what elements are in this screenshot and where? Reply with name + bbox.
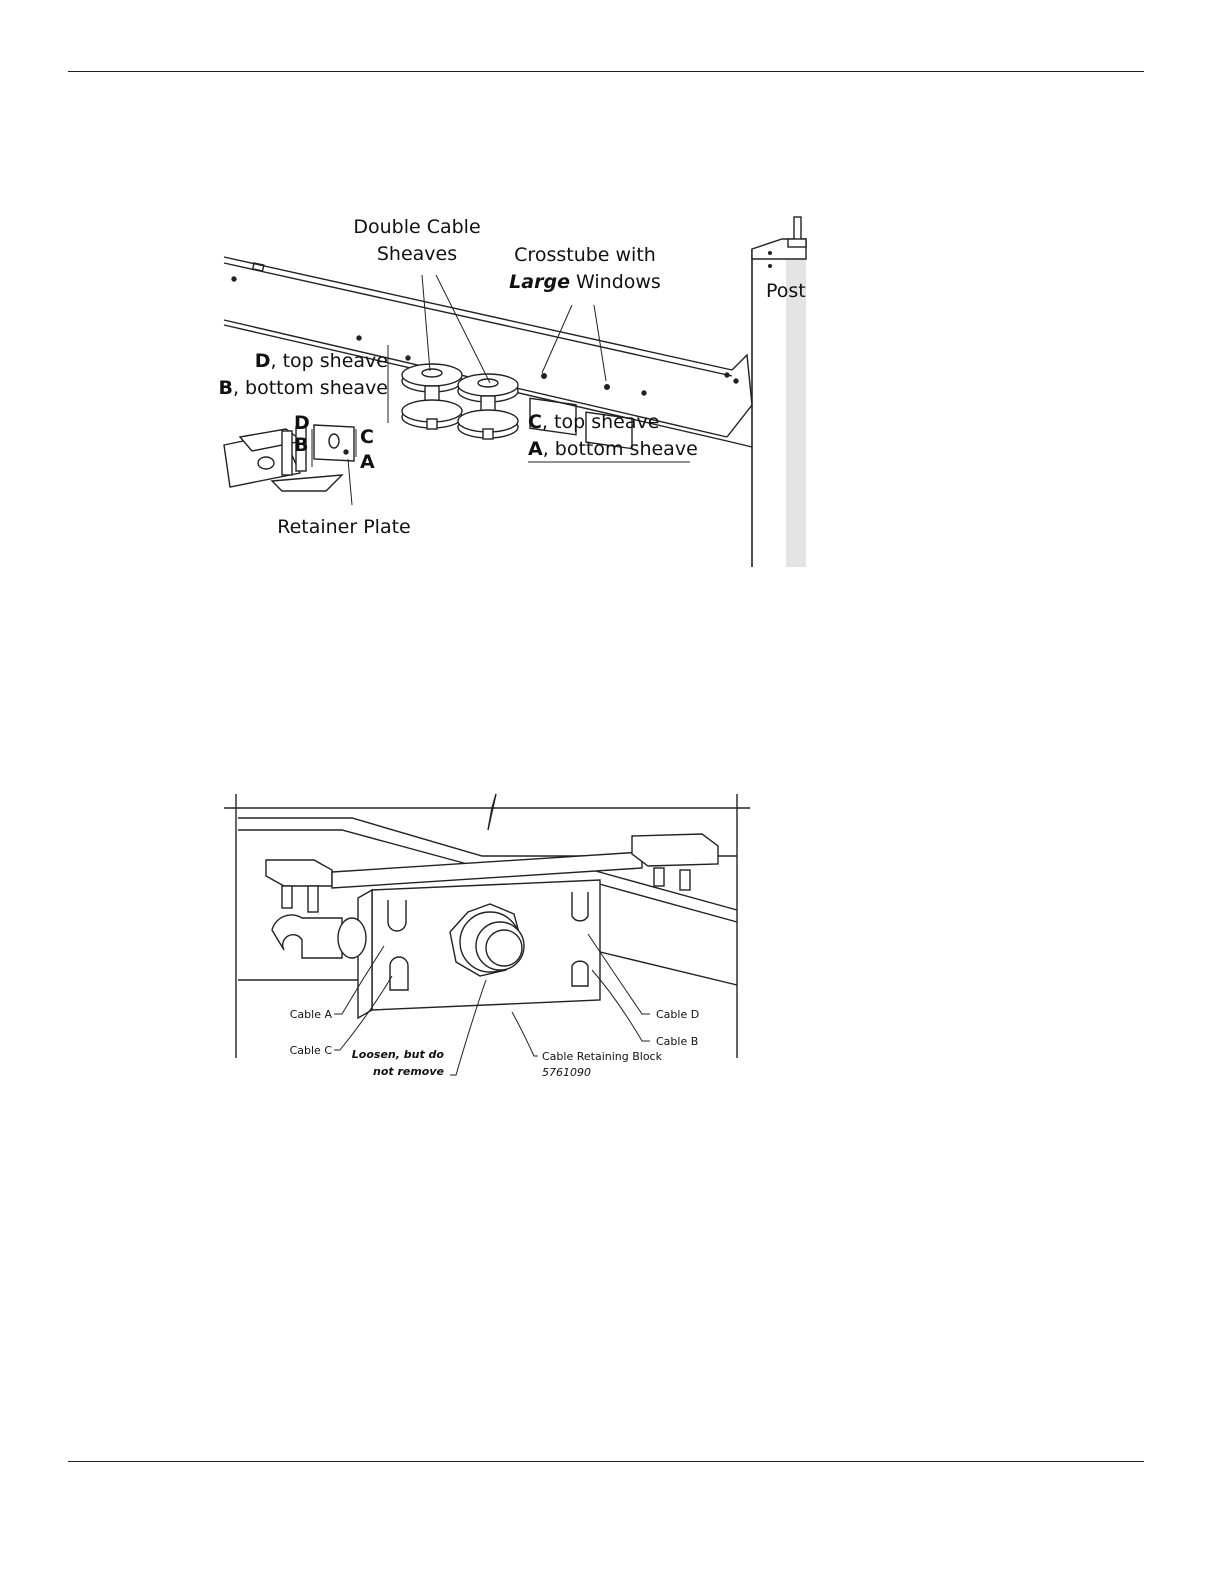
cable-retaining-block-illustration	[272, 880, 600, 1018]
plate-letter-c: C	[360, 426, 374, 448]
figure-cable-retaining-block	[222, 790, 762, 1090]
label-c-top-sheave: C, top sheave	[528, 411, 660, 433]
cable-d-label: Cable D	[656, 1008, 700, 1021]
label-d-top-sheave: D, top sheave	[254, 350, 388, 372]
post-label: Post	[766, 280, 806, 302]
header-rule	[68, 71, 1144, 72]
loosen-label-line2: not remove	[372, 1065, 444, 1078]
retainer-plate-label: Retainer Plate	[277, 516, 411, 538]
plate-letter-d: D	[294, 412, 310, 434]
plate-letter-a: A	[360, 451, 375, 473]
crosstube-large-word: Large	[509, 271, 570, 293]
post-illustration	[752, 217, 806, 567]
double-cable-sheaves-label-line1: Double Cable	[353, 216, 481, 238]
cable-retaining-block-label: Cable Retaining Block	[542, 1050, 662, 1063]
crosstube-label-line2	[509, 271, 661, 293]
label-a-bottom-sheave: A, bottom sheave	[528, 438, 698, 460]
double-cable-sheaves-label-line2: Sheaves	[376, 243, 458, 265]
label-b-bottom-sheave: B, bottom sheave	[218, 377, 388, 399]
double-cable-sheaves-illustration	[402, 364, 518, 439]
loosen-label-line1: Loosen, but do	[351, 1048, 444, 1061]
footer-rule	[68, 1461, 1144, 1462]
cable-c-label: Cable C	[289, 1044, 332, 1057]
plate-letter-b: B	[294, 434, 309, 456]
cable-b-label: Cable B	[656, 1035, 699, 1048]
crosstube-label-line1: Crosstube with	[514, 244, 656, 266]
retainer-plate-illustration	[224, 425, 354, 491]
figure-sheave-installation	[218, 205, 812, 567]
cable-a-label: Cable A	[289, 1008, 332, 1021]
crosstube-windows-word: Windows	[569, 271, 661, 293]
cable-retaining-block-part-number: 5761090	[542, 1066, 591, 1079]
